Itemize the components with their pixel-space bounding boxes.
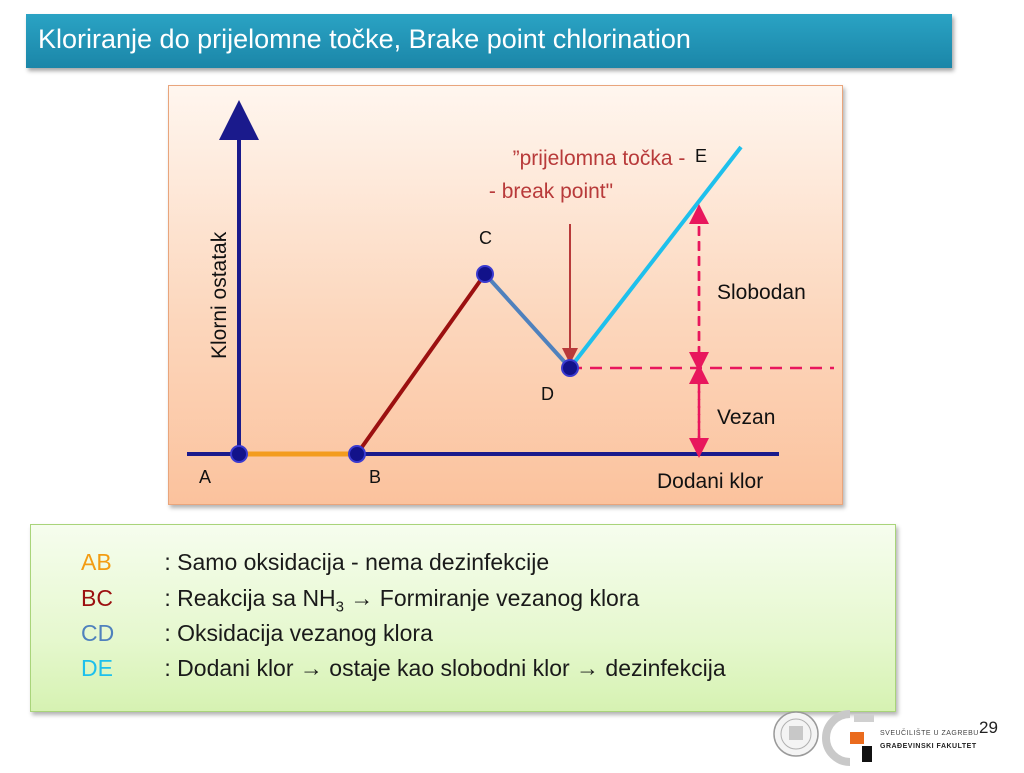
legend-desc-de: : Dodani klor → ostaje kao slobodni klor → dezinfekcija xyxy=(164,655,726,681)
faculty-logo xyxy=(770,710,979,768)
legend-row-de xyxy=(81,655,726,689)
legend-code-bc: BC xyxy=(81,585,113,611)
legend-row-ab xyxy=(81,549,549,583)
point-b xyxy=(349,446,365,462)
breakpoint-annotation-line1: ”prijelomna točka - xyxy=(512,147,686,170)
legend-desc-bc-sub: 3 xyxy=(335,598,345,616)
legend-row-bc xyxy=(81,585,639,619)
x-axis-label: Dodani klor xyxy=(657,470,764,493)
y-axis-label: Klorni ostatak xyxy=(208,231,231,359)
logo-line-2: GRAĐEVINSKI FAKULTET xyxy=(880,743,977,750)
point-label-a: A xyxy=(199,467,212,487)
legend-desc-ab: : Samo oksidacija - nema dezinfekcije xyxy=(164,549,550,575)
point-d xyxy=(562,360,578,376)
logo-line-1: SVEUČILIŠTE U ZAGREBU xyxy=(880,730,979,737)
point-c xyxy=(477,266,493,282)
diagram-panel xyxy=(168,85,843,505)
point-a xyxy=(231,446,247,462)
breakpoint-annotation-line2: - break point" xyxy=(488,180,614,203)
point-label-b: B xyxy=(369,467,382,487)
legend-desc-cd: : Oksidacija vezanog klora xyxy=(164,620,433,646)
segment-cd xyxy=(485,274,570,368)
legend-desc-bc-pre: : Reakcija sa NH xyxy=(164,585,336,611)
free-chlorine-label: Slobodan xyxy=(717,281,806,304)
legend-row-cd xyxy=(81,620,433,654)
slide-title: Kloriranje do prijelomne točke, Brake point chlorination xyxy=(38,24,691,54)
legend-desc-bc xyxy=(164,585,640,616)
point-label-e: E xyxy=(695,146,708,166)
legend-code-cd: CD xyxy=(81,620,115,646)
page-number: 29 xyxy=(979,718,998,737)
segment-bc xyxy=(357,274,485,454)
point-label-d: D xyxy=(541,384,554,404)
legend-code-ab: AB xyxy=(81,549,112,575)
faculty-mark-icon xyxy=(822,710,882,768)
point-label-c: C xyxy=(479,228,492,248)
breakpoint-diagram xyxy=(169,86,842,504)
legend-panel xyxy=(30,524,896,712)
legend-desc-bc-post: → Formiranje vezanog klora xyxy=(344,585,640,611)
bound-chlorine-label: Vezan xyxy=(717,406,776,429)
legend-code-de: DE xyxy=(81,655,113,681)
slide-title-bar xyxy=(26,14,952,68)
